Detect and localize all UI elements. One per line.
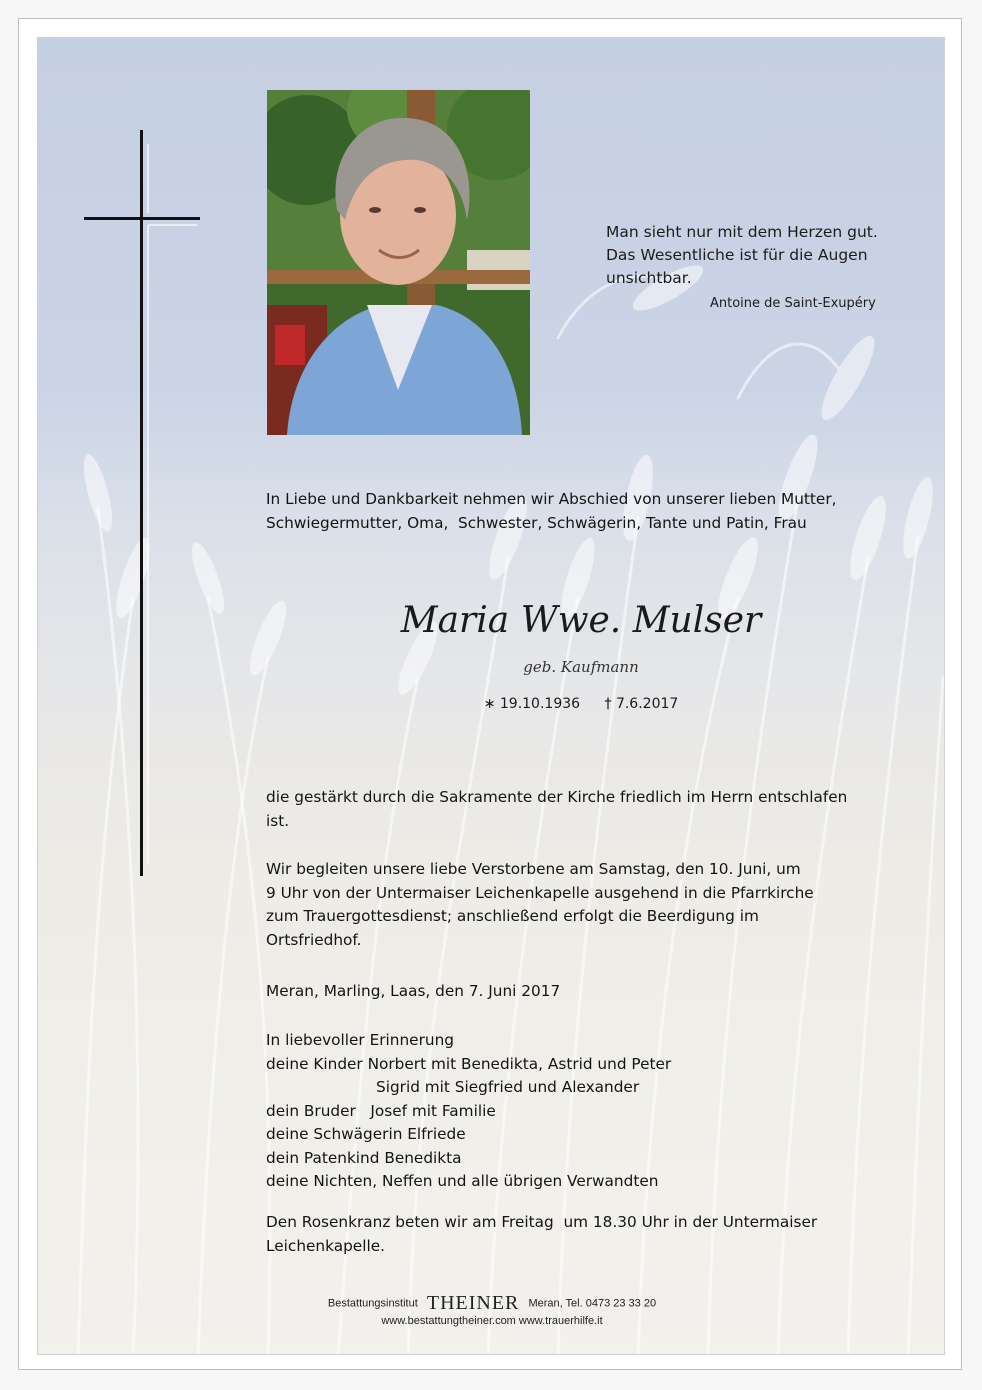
footer-contact: Meran, Tel. 0473 23 33 20: [528, 1297, 657, 1310]
quote-line: unsichtbar.: [606, 269, 692, 287]
mourner-line: deine Schwägerin Elfriede: [266, 1125, 466, 1143]
funeral-home-footer: [38, 1292, 945, 1327]
mourner-line: Sigrid mit Siegfried und Alexander: [376, 1078, 640, 1096]
paragraph-line: ist.: [266, 811, 290, 830]
place-date: Meran, Marling, Laas, den 7. Juni 2017: [266, 982, 561, 1000]
intro-line: Schwiegermutter, Oma, Schwester, Schwägerin, Tante und Patin, Frau: [266, 513, 807, 532]
maiden-name: geb. Kaufmann: [523, 658, 639, 676]
quote-author: Antoine de Saint-Exupéry: [710, 296, 876, 311]
quote-line: Das Wesentliche ist für die Augen: [606, 246, 868, 264]
mourner-line: deine Kinder Norbert mit Benedikta, Astrid und Peter: [266, 1054, 672, 1073]
mourners-list: [266, 1029, 906, 1194]
intro-line: In Liebe und Dankbarkeit nehmen wir Abschied von unserer lieben Mutter,: [266, 490, 837, 508]
life-dates: [38, 696, 944, 712]
footer-websites[interactable]: www.bestattungtheiner.com www.trauerhilfe.it: [381, 1315, 603, 1327]
obituary-card: [37, 37, 945, 1355]
quote-line: Man sieht nur mit dem Herzen gut.: [606, 223, 878, 241]
paragraph-line: zum Trauergottesdienst; anschließend erfolgt die Beerdigung im: [266, 907, 759, 925]
mourner-line: In liebevoller Erinnerung: [266, 1031, 454, 1049]
paragraph-line: die gestärkt durch die Sakramente der Kirche friedlich im Herrn entschlafen: [266, 788, 848, 806]
paragraph-line: Wir begleiten unsere liebe Verstorbene am Samstag, den 10. Juni, um: [266, 860, 801, 878]
deceased-name: Maria Wwe. Mulser: [400, 600, 762, 641]
footer-contact-row: [38, 1292, 945, 1315]
funeral-paragraph: [266, 858, 906, 952]
cross-icon: [84, 130, 200, 876]
mourner-line: dein Bruder Josef mit Familie: [266, 1101, 496, 1120]
death-date: † 7.6.2017: [604, 696, 679, 712]
paragraph-line: 9 Uhr von der Untermaiser Leichenkapelle ausgehend in die Pfarrkirche: [266, 883, 814, 902]
mourner-line: deine Nichten, Neffen und alle übrigen Verwandten: [266, 1172, 659, 1190]
sacraments-paragraph: [266, 786, 906, 833]
birth-date: ∗ 19.10.1936: [483, 696, 581, 712]
footer-brand-logo: THEINER: [426, 1292, 520, 1314]
paragraph-line: Leichenkapelle.: [266, 1236, 385, 1255]
quote-text: [606, 221, 926, 290]
paragraph-line: Den Rosenkranz beten wir am Freitag um 18.30 Uhr in der Untermaiser: [266, 1213, 818, 1231]
mourner-line: dein Patenkind Benedikta: [266, 1148, 462, 1167]
intro-text: [266, 488, 926, 535]
paragraph-line: Ortsfriedhof.: [266, 930, 362, 949]
footer-institute: Bestattungsinstitut: [327, 1297, 418, 1310]
rosary-paragraph: [266, 1211, 906, 1258]
portrait-photo: [267, 90, 530, 435]
